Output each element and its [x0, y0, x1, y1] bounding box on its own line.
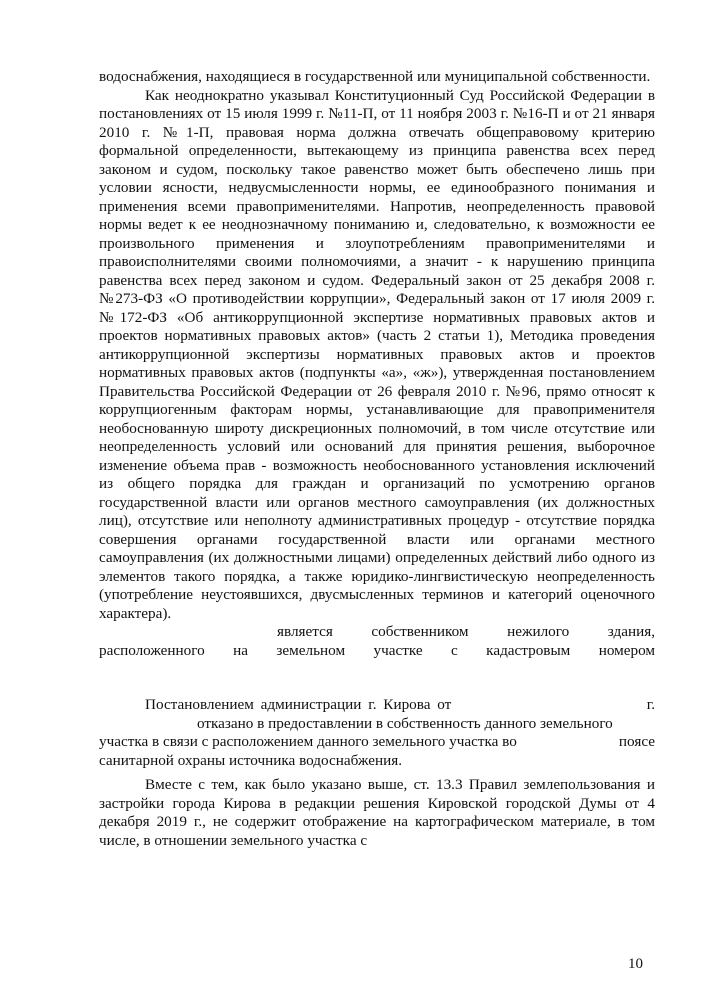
paragraph-constitutional-court: Как неоднократно указывал Конституционный Суд Российской Федерации в постановлениях от 15 июля 1999 г. №11-П, от 11 ноября 2003 г. №16-П и от 21 января 2010 г. №1-П, правовая норма должна отвечать общеправовому критерию формальной определенности, вытекающему из принципа равенства всех перед законом и судом, поскольку такое равенство может быть обеспечено лишь при условии ясности, недвусмысленности нормы, ее единообразного понимания и применения всеми правоприменителями. Напротив, неопределенность правовой нормы ведет к ее неоднозначному пониманию и, следовательно, к возможности ее произвольного применения и злоупотреблениям правоприменителями и правоисполнителями своими полномочиями, а значит - к нарушению принципа равенства всех перед законом и судом. Федеральный закон от 25 декабря 2008 г. №273-ФЗ «О противодействии коррупции», Федеральный закон от 17 июля 2009 г. №172-ФЗ «Об антикоррупционной экспертизе нормативных правовых актов и проектов нормативных правовых актов» (часть 2 статьи 1), Методика проведения антикоррупционной экспертизы нормативных правовых актов и проектов нормативных правовых актов (подпункты «а», «ж»), утвержденная постановлением Правительства Российской Федерации от 26 февраля 2010 г. №96, прямо относят к коррупциогенным факторам нормы, устанавливающие для правоприменителя необоснованную широту дискреционных полномочий, в том числе отсутствие или неопределенность условий или оснований для принятия решения, выборочное изменение объема прав - возможность необоснованного установления исключений из общего порядка для граждан и организаций по усмотрению органов государственной власти или органов местного самоуправления (их должностных лиц), отсутствие или неполноту административных процедур - отсутствие порядка совершения органами государственной власти или органами местного самоуправления (их должностными лицами) определенных действий либо одного из элементов такого порядка, а также юридико-лингвистическую неопределенность (употребление неустоявшихся, двусмысленных терминов и категорий оценочного характера). — [99, 86, 655, 622]
resolution-line-3-zone: поясе — [618, 733, 655, 750]
owner-line-1: является собственником нежилого здания, — [277, 623, 655, 640]
paragraph-kirov-resolution — [99, 696, 655, 770]
paragraph-building-owner — [99, 623, 655, 660]
owner-line-2: расположенного на земельном участке с кадастровым номером — [99, 641, 655, 659]
resolution-line-1-year: г. — [646, 696, 655, 713]
resolution-line-3 — [99, 733, 655, 752]
resolution-line-2: отказано в предоставлении в собственность данного земельного — [197, 714, 613, 732]
redacted-gap — [99, 660, 655, 696]
resolution-line-3-text: участка в связи с расположением данного земельного участка во — [99, 733, 517, 750]
resolution-line-4: санитарной охраны источника водоснабжения. — [99, 751, 403, 769]
document-body — [99, 68, 655, 850]
resolution-line-1-text: Постановлением администрации г. Кирова от — [145, 696, 452, 713]
paragraph-land-use-rules: Вместе с тем, как было указано выше, ст. 13.3 Правил землепользования и застройки города Кирова в редакции решения Кировской городской Думы от 4 декабря 2019 г., не содержит отображение на картографическом материале, в том числе, в отношении земельного участка с — [99, 776, 655, 849]
paragraph-water-supply-ending: водоснабжения, находящиеся в государственной или муниципальной собственности. — [99, 68, 651, 85]
page-number: 10 — [628, 956, 643, 972]
resolution-line-1 — [99, 696, 655, 715]
